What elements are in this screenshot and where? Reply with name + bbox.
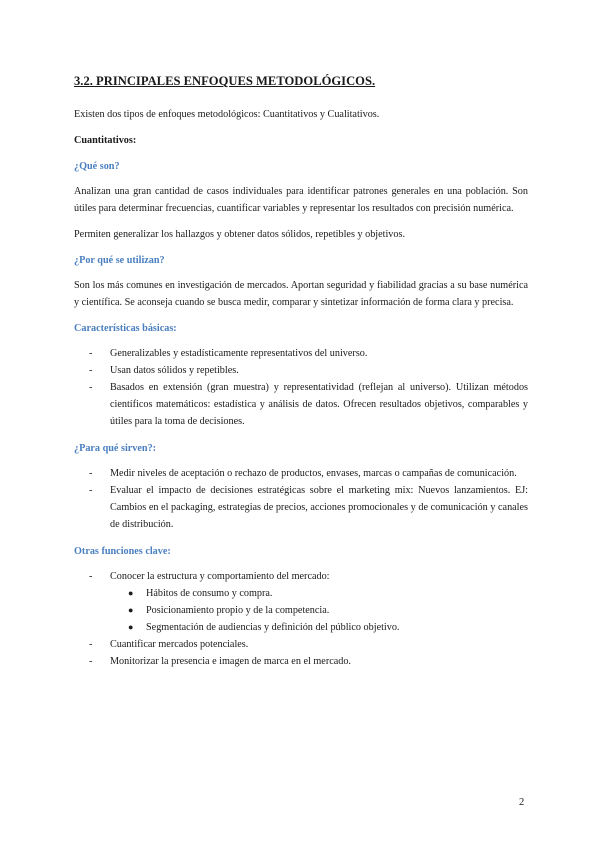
list-item: - Basados en extensión (gran muestra) y representatividad (reflejan al universo). Utilizan métodos científicos matemáticos: estadística y análisis de datos. Ofrecen resultados objetivos, comparables y útiles para la toma de decisiones. (74, 379, 528, 430)
list-item: - Generalizables y estadísticamente representativos del universo. (74, 345, 528, 362)
cuantitativos-heading: Cuantitativos: (74, 135, 137, 146)
dash-marker: - (89, 485, 93, 496)
para-que-list (74, 465, 528, 533)
para-que-heading: ¿Para qué sirven?: (74, 443, 157, 454)
list-item: - Conocer la estructura y comportamiento del mercado: ● Hábitos de consumo y compra. ● Posicionamiento propio y de la competencia. ● Segmentación de audiencias y definición del público objetivo. (74, 568, 528, 636)
document-page (74, 72, 528, 680)
dash-marker: - (89, 382, 93, 393)
caracteristicas-heading: Características básicas: (74, 323, 177, 334)
list-item: - Cuantificar mercados potenciales. (74, 636, 528, 653)
intro-paragraph: Existen dos tipos de enfoques metodológicos: Cuantitativos y Cualitativos. (74, 109, 380, 120)
bullet-marker: ● (128, 605, 134, 615)
list-item: - Monitorizar la presencia e imagen de marca en el mercado. (74, 653, 528, 670)
que-son-heading: ¿Qué son? (74, 161, 120, 172)
bullet-marker: ● (128, 588, 134, 598)
por-que-paragraph: Son los más comunes en investigación de mercados. Aportan seguridad y fiabilidad gracias a su base numérica y científica. Se aconseja cuando se busca medir, comparar y sintetizar información de forma clara y precisa. (74, 280, 528, 308)
dash-marker: - (89, 639, 93, 650)
sub-list-item: ● Segmentación de audiencias y definición del público objetivo. (110, 619, 528, 636)
otras-funciones-list (74, 568, 528, 670)
list-item: - Medir niveles de aceptación o rechazo de productos, envases, marcas o campañas de comunicación. (74, 465, 528, 482)
bullet-marker: ● (128, 622, 134, 632)
list-item: - Usan datos sólidos y repetibles. (74, 362, 528, 379)
list-item: - Evaluar el impacto de decisiones estratégicas sobre el marketing mix: Nuevos lanzamientos. EJ: Cambios en el packaging, estrategias de precios, acciones promocionales y de comunicación y canales de distribución. (74, 482, 528, 533)
sub-list (110, 585, 528, 636)
sub-list-item: ● Hábitos de consumo y compra. (110, 585, 528, 602)
dash-marker: - (89, 656, 93, 667)
dash-marker: - (89, 571, 93, 582)
otras-funciones-heading: Otras funciones clave: (74, 546, 171, 557)
caracteristicas-list (74, 345, 528, 430)
que-son-paragraph-1: Analizan una gran cantidad de casos individuales para identificar patrones generales en una población. Son útiles para determinar frecuencias, cuantificar variables y representar los resultados con precisión numérica. (74, 186, 528, 214)
dash-marker: - (89, 365, 93, 376)
por-que-heading: ¿Por qué se utilizan? (74, 255, 165, 266)
dash-marker: - (89, 348, 93, 359)
section-heading: 3.2. PRINCIPALES ENFOQUES METODOLÓGICOS. (74, 74, 376, 88)
sub-list-item: ● Posicionamiento propio y de la competencia. (110, 602, 528, 619)
que-son-paragraph-2: Permiten generalizar los hallazgos y obtener datos sólidos, repetibles y objetivos. (74, 229, 406, 240)
dash-marker: - (89, 468, 93, 479)
page-number: 2 (519, 797, 525, 808)
